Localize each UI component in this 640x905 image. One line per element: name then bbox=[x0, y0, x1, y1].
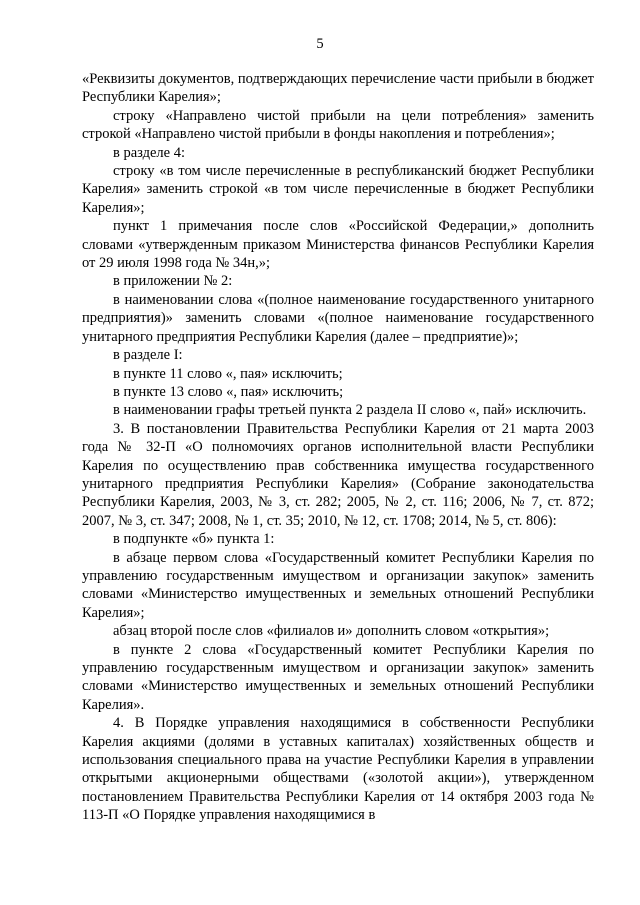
paragraph: в подпункте «б» пункта 1: bbox=[113, 531, 275, 548]
paragraph: в наименовании слова «(полное наименование государственного унитарного предприятия)» заменить словами «(полное наименование государственного унитарного предприятия Республики Карелия (далее – предприятие)»; bbox=[82, 291, 594, 345]
paragraph: строку «Направлено чистой прибыли на цели потребления» заменить строкой «Направлено чистой прибыли в фонды накопления и потребления»; bbox=[82, 107, 594, 143]
paragraph: абзац второй после слов «филиалов и» дополнить словом «открытия»; bbox=[113, 623, 550, 640]
paragraph: в пункте 13 слово «, пая» исключить; bbox=[113, 383, 344, 400]
paragraph: строку «в том числе перечисленные в республиканский бюджет Республики Карелия» заменить строкой «в том числе перечисленные в бюджет Республики Карелия»; bbox=[82, 163, 594, 216]
paragraph: пункт 1 примечания после слов «Российской Федерации,» дополнить словами «утвержденным приказом Министерства финансов Республики Карелия от 29 июля 1998 года № 34н,»; bbox=[82, 218, 594, 272]
paragraph: в абзаце первом слова «Государственный комитет Республики Карелия по управлению государственным имуществом и организации закупок» заменить словами «Министерство имущественных и земельных отношений Республики Карелия»; bbox=[82, 549, 594, 621]
paragraph: в разделе I: bbox=[113, 347, 183, 364]
paragraph: в пункте 2 слова «Государственный комитет Республики Карелия по управлению государственным имуществом и организации закупок» заменить словами «Министерство имущественных и земельных отношений Республики Карелия». bbox=[82, 641, 594, 713]
paragraph: в разделе 4: bbox=[113, 144, 186, 161]
paragraph: в приложении № 2: bbox=[113, 273, 233, 290]
paragraph: 3. В постановлении Правительства Республики Карелия от 21 марта 2003 года № 32-П «О полномочиях органов исполнительной власти Республики Карелия по осуществлению прав собственника имущества государственного унитарного предприятия Республики Карелия» (Собрание законодательства Республики Карелия, 2003, № 3, ст. 282; 2005, № 2, ст. 116; 2006, № 7, ст. 872; 2007, № 3, ст. 347; 2008, № 1, ст. 35; 2010, № 12, ст. 1708; 2014, № 5, ст. 806): bbox=[82, 420, 594, 529]
page-number: 5 bbox=[316, 36, 324, 52]
paragraph: в наименовании графы третьей пункта 2 раздела II слово «, пай» исключить. bbox=[113, 402, 587, 419]
paragraph: «Реквизиты документов, подтверждающих перечисление части прибыли в бюджет Республики Карелия»; bbox=[82, 71, 594, 106]
paragraph: в пункте 11 слово «, пая» исключить; bbox=[113, 365, 343, 382]
paragraph: 4. В Порядке управления находящимися в собственности Республики Карелия акциями (долями в уставных капиталах) хозяйственных обществ и использования специального права на участие Республики Карелия в управлении открытыми акционерными обществами («золотой акции»), утвержденном постановлением Правительства Республики Карелия от 14 октября 2003 года № 113-П «О Порядке управления находящимися в bbox=[82, 715, 594, 824]
document-body bbox=[82, 70, 594, 825]
